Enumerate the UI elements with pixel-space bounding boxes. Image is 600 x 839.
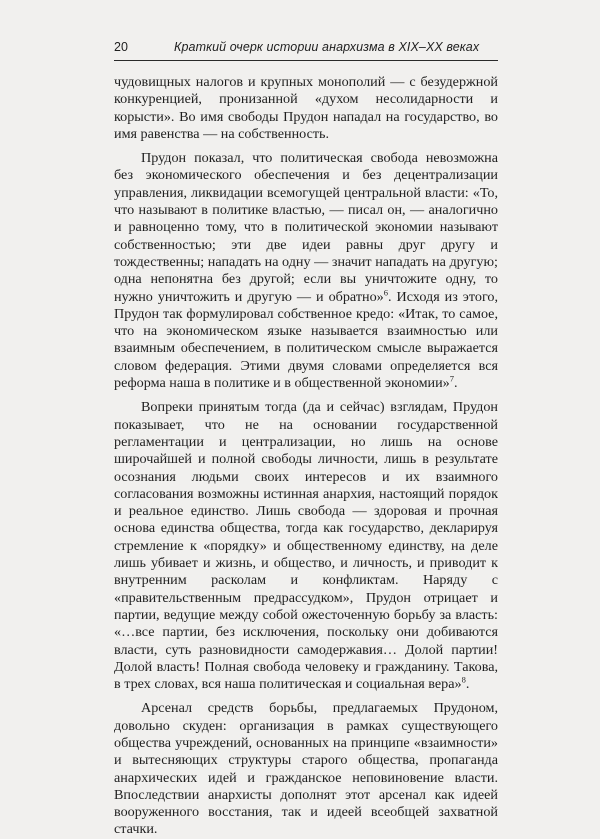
paragraph-contrary-views (114, 399, 498, 693)
paragraph-text: чудовищных налогов и крупных монополий — с безудержной конкуренцией, пронизанной «духом несолидарности и корысти». Во имя свободы Прудон нападал на государство, во имя равенства — на собственность. (114, 74, 498, 142)
body-text (114, 74, 498, 839)
paragraph-text: Арсенал средств борьбы, предлагаемых Прудоном, довольно скуден: организация в рамках существующего общества учреждений, основанных на принципе «взаимности» и вытесняющих структуры старого общества, пропаганда анархических идей и гражданское неповиновение власти. Впоследствии анархисты дополнят этот арсенал как идеей вооруженного восстания, так и идеей всеобщей захватной стачки. (114, 700, 498, 838)
footnote-marker[interactable]: 7 (449, 373, 454, 384)
paragraph-text: . Исходя из этого, Прудон так формулировал собственное кредо: «Итак, то самое, что на экономическом языке называется взаимностью или взаимным обеспечением, в политическом смысле выражается словом федерация. Этими двумя словами определяется вся реформа наша в политике и в общественной экономии» (114, 288, 498, 392)
paragraph-arsenal (114, 700, 498, 838)
paragraph-text: Прудон показал, что политическая свобода невозможна без экономического обеспечения и без децентрализации управления, ликвидации всемогущей центральной власти: «То, что называют в политике властью, — писал он, — аналогично и равноценно тому, что в политической экономии называют собственностью; эти две идеи равны друг другу и тождественны; нападать на одну — значит нападать на другую; одна непонятна без другой; если вы уничтожите одну, то нужно уничтожить и другую — и обратно» (114, 150, 498, 305)
paragraph-text: . (465, 676, 470, 693)
running-header (114, 40, 498, 54)
header-rule (114, 60, 498, 61)
paragraph-proudhon-showed (114, 150, 498, 392)
footnote-marker[interactable]: 8 (461, 674, 466, 685)
footnote-marker[interactable]: 6 (383, 286, 388, 297)
paragraph-text: Вопреки принятым тогда (да и сейчас) взглядам, Прудон показывает, что не на основании государственной регламентации и централизации, но лишь на основе широчайшей и полной свободы личности, лишь в результате осознания людьми своих интересов и их взаимного согласования возможны истинная анархия, настоящий порядок и реальное единство. Лишь свобода — здоровая и прочная основа единства общества, тогда как государство, декларируя стремление к «порядку» и общественному единству, на деле лишь убивает и жизнь, и общество, и личность, и приводит к внутренним расколам и конфликтам. Наряду с «правительственным предрассудком», Прудон отрицает и партии, ведущие между собой ожесточенную борьбу за власть: «…все партии, без исключения, поскольку они добиваются власти, суть разновидности самодержавия… Долой партии! Долой власть! Полная свобода человеку и гражданину. Такова, в трех словах, вся наша политическая и социальная вера» (114, 399, 498, 693)
running-title: Краткий очерк истории анархизма в XIX–XX веках (174, 40, 480, 54)
paragraph-continuation (114, 74, 498, 143)
page-number: 20 (114, 40, 128, 54)
paragraph-text: . (453, 375, 458, 392)
